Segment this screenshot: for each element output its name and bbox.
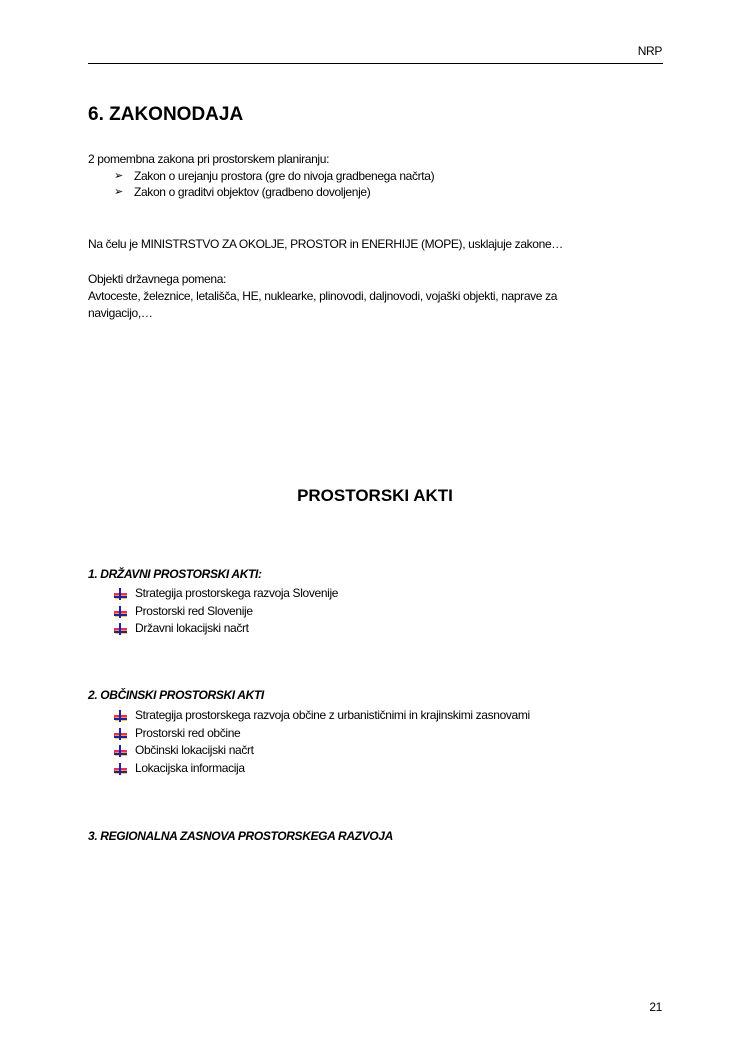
header-rule	[88, 63, 663, 64]
municipal-acts-heading: 2. OBČINSKI PROSTORSKI AKTI	[88, 688, 264, 702]
regional-heading: 3. REGIONALNA ZASNOVA PROSTORSKEGA RAZVOJA	[88, 829, 393, 843]
objects-label: Objekti državnega pomena:	[88, 272, 227, 286]
law-text: Zakon o urejanju prostora (gre do nivoja gradbenega načrta)	[134, 169, 435, 183]
list-bullet-icon	[114, 606, 127, 618]
list-bullet-icon	[114, 623, 127, 635]
objects-line: navigacijo,…	[88, 306, 153, 320]
act-text: Lokacijska informacija	[135, 760, 245, 775]
list-bullet-icon	[114, 763, 127, 775]
law-item	[114, 169, 435, 183]
law-text: Zakon o graditvi objektov (gradbeno dovoljenje)	[134, 185, 371, 199]
act-list-item	[135, 726, 240, 740]
act-list-item	[135, 586, 338, 600]
laws-intro: 2 pomembna zakona pri prostorskem planiranju:	[88, 152, 330, 166]
ministry-paragraph: Na čelu je MINISTRSTVO ZA OKOLJE, PROSTOR in ENERHIJE (MOPE), usklajuje zakone…	[88, 237, 563, 251]
objects-line: Avtoceste, železnice, letališča, HE, nuklearke, plinovodi, daljnovodi, vojaški objekti, naprave za	[88, 289, 558, 303]
running-header: NRP	[637, 44, 662, 58]
act-text: Občinski lokacijski načrt	[135, 743, 254, 757]
act-list-item	[135, 604, 253, 618]
act-text: Državni lokacijski načrt	[135, 621, 249, 635]
acts-heading: PROSTORSKI AKTI	[297, 486, 453, 505]
list-bullet-icon	[114, 710, 127, 722]
list-bullet-icon	[114, 588, 127, 600]
law-item	[114, 185, 371, 199]
act-text: Strategija prostorskega razvoja občine z urbanističnimi in krajinskimi zasnovami	[135, 708, 530, 722]
list-bullet-icon	[114, 745, 127, 757]
state-acts-heading: 1. DRŽAVNI PROSTORSKI AKTI:	[88, 567, 262, 581]
act-list-item	[135, 761, 245, 775]
page-number: 21	[649, 1000, 662, 1014]
arrow-bullet-icon: ➢	[114, 186, 123, 198]
arrow-bullet-icon: ➢	[114, 170, 123, 182]
act-list-item	[135, 621, 249, 635]
act-text: Prostorski red občine	[135, 725, 241, 740]
list-bullet-icon	[114, 728, 127, 740]
act-text: Prostorski red Slovenije	[135, 603, 253, 618]
act-list-item	[135, 708, 530, 722]
act-text: Strategija prostorskega razvoja Slovenije	[135, 586, 339, 600]
act-list-item	[135, 743, 254, 757]
section-heading: 6. ZAKONODAJA	[88, 104, 244, 125]
